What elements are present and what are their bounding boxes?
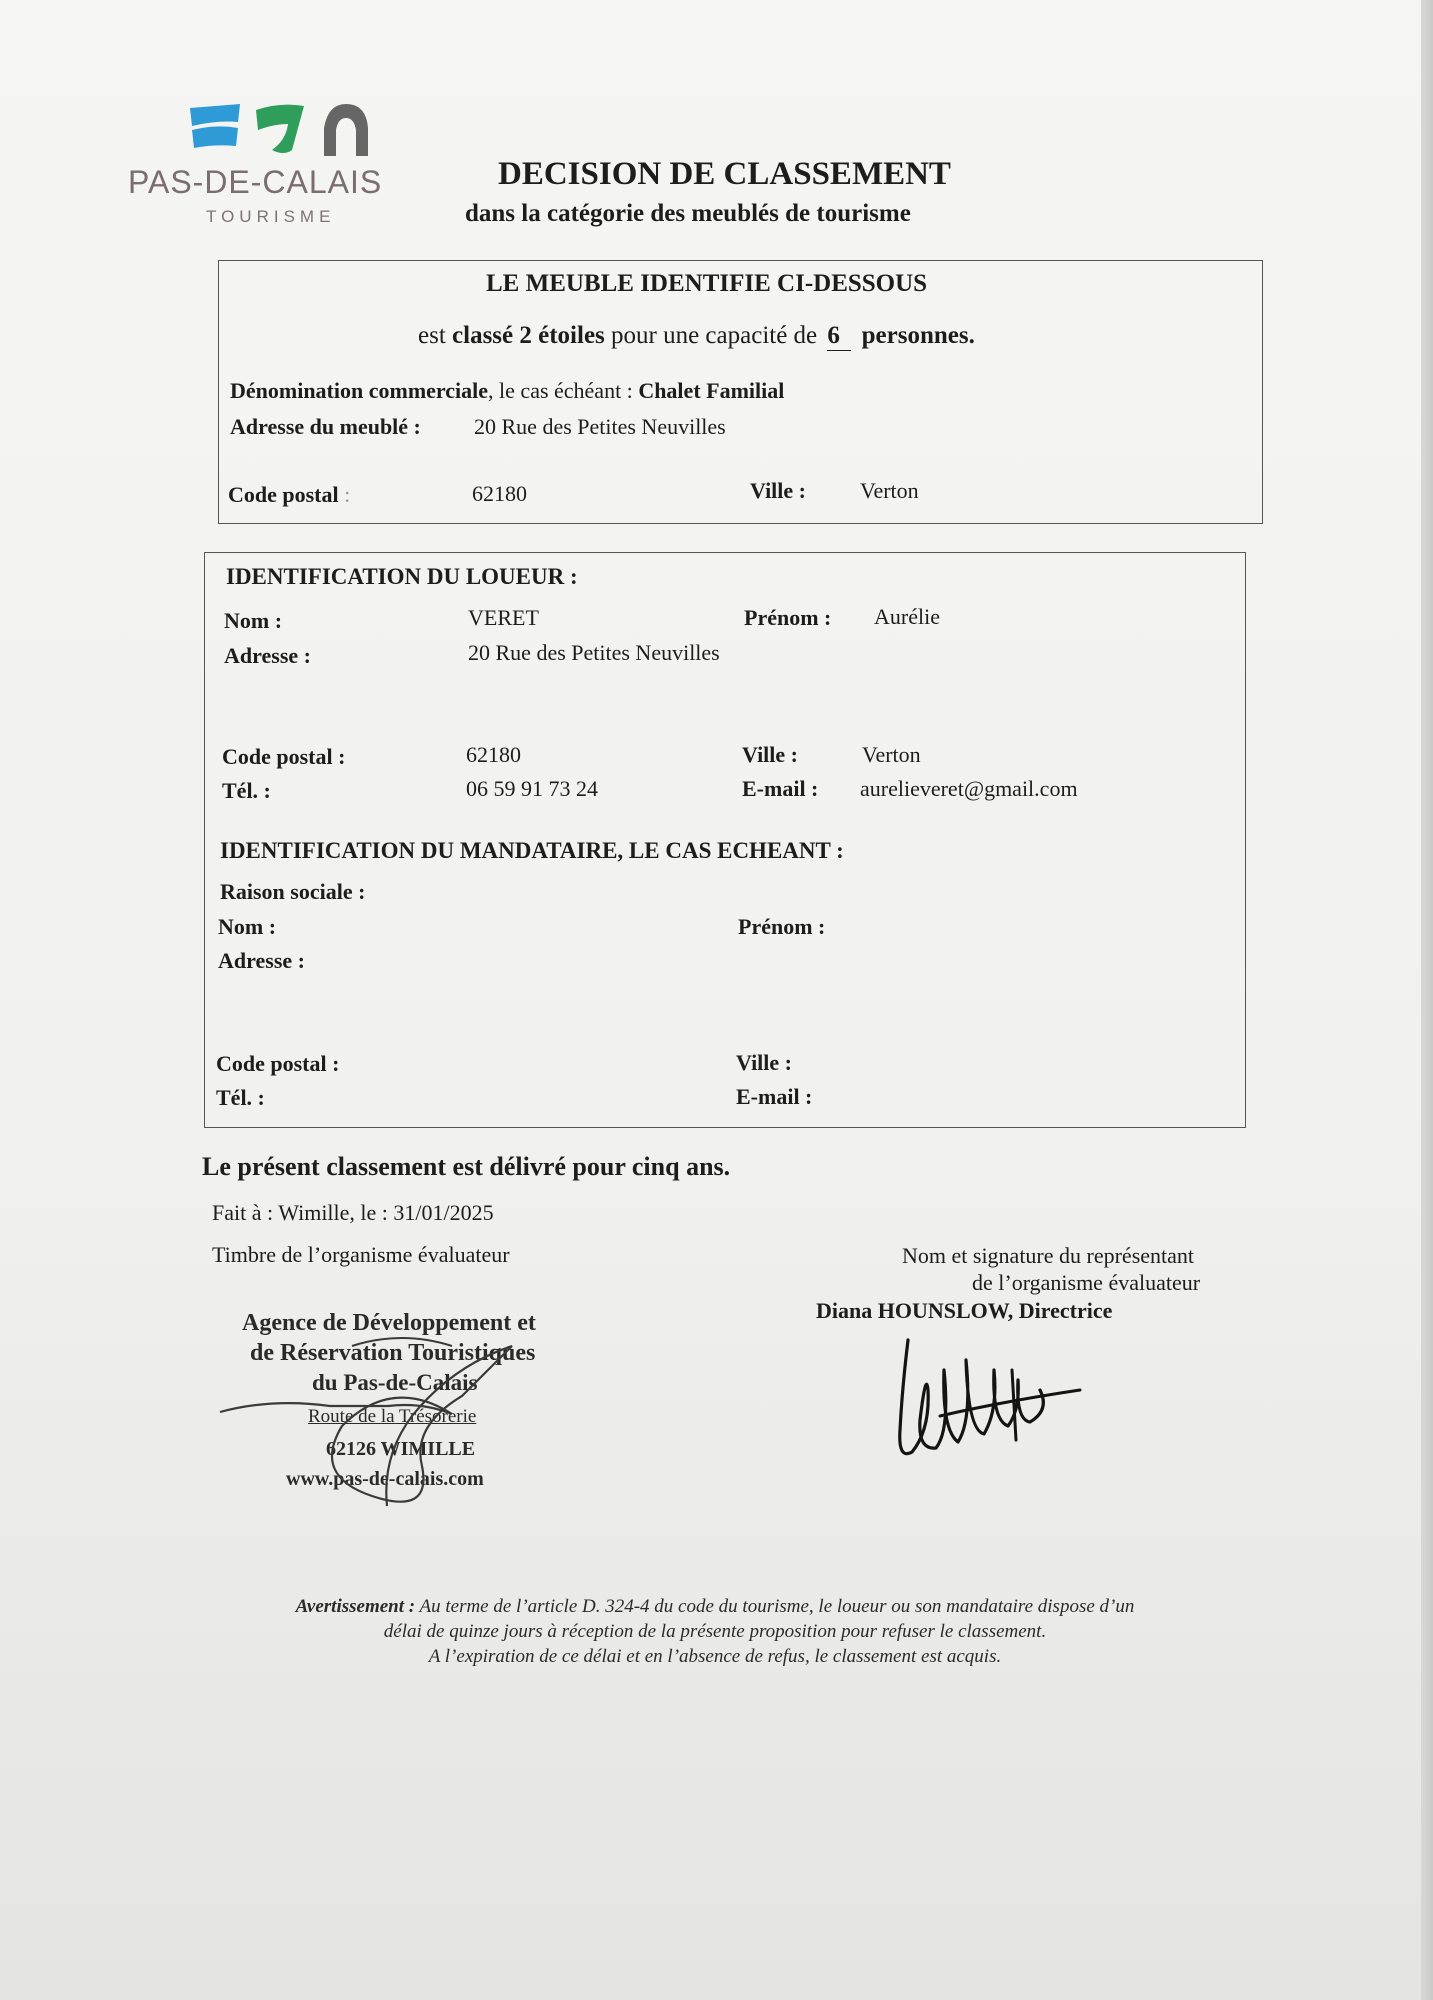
classification-line — [418, 322, 975, 351]
mandataire-email-label: E-mail : — [736, 1084, 813, 1109]
capacity-value: 6 — [827, 322, 851, 351]
mandataire-tel-label: Tél. : — [216, 1085, 265, 1110]
warning-text-1: Au terme de l’article D. 324-4 du code du tourisme, le loueur ou son mandataire dispose d’un — [419, 1596, 1135, 1617]
meuble-postal-colon: : — [344, 482, 351, 507]
logo-subtitle: TOURISME — [206, 207, 336, 226]
stamp-line-3: du Pas-de-Calais — [312, 1370, 478, 1395]
loueur-nom-value: VERET — [468, 605, 539, 630]
loueur-prenom-label: Prénom : — [744, 605, 832, 630]
classification-stars: classé 2 étoiles — [452, 322, 605, 349]
document-subtitle: dans la catégorie des meublés de tourisme — [465, 200, 911, 227]
meuble-address-label: Adresse du meublé : — [230, 414, 421, 439]
meuble-heading: LE MEUBLE IDENTIFIE CI-DESSOUS — [486, 270, 928, 297]
loueur-postal-label: Code postal : — [222, 744, 346, 769]
warning-line-2: délai de quinze jours à réception de la présente proposition pour refuser le classement. — [383, 1621, 1047, 1642]
classification-post: personnes. — [861, 322, 975, 349]
loueur-city-value: Verton — [862, 742, 921, 767]
classification-pre: est — [418, 322, 453, 349]
stamp-line-5: 62126 WIMILLE — [326, 1438, 476, 1460]
loueur-heading: IDENTIFICATION DU LOUEUR : — [226, 564, 578, 589]
loueur-postal-value: 62180 — [466, 742, 521, 767]
place-and-date: Fait à : Wimille, le : 31/01/2025 — [212, 1200, 494, 1225]
signature-caption-line1: Nom et signature du représentant — [902, 1243, 1195, 1268]
loueur-email-label: E-mail : — [742, 776, 819, 801]
loueur-address-label: Adresse : — [224, 643, 311, 668]
loueur-city-label: Ville : — [742, 742, 798, 767]
meuble-city-value: Verton — [860, 478, 919, 503]
logo-name: PAS-DE-CALAIS — [128, 164, 383, 200]
denomination-label: Dénomination commerciale — [230, 378, 489, 403]
mandataire-city-label: Ville : — [736, 1050, 792, 1075]
stamp-line-4: Route de la Trésorerie — [308, 1406, 477, 1427]
stamp-line-2: de Réservation Touristiques — [250, 1340, 536, 1366]
signature-caption-line2: de l’organisme évaluateur — [972, 1270, 1201, 1295]
denomination-line — [230, 378, 784, 404]
timbre-label: Timbre de l’organisme évaluateur — [212, 1242, 510, 1267]
meuble-postal-label: Code postal — [228, 482, 339, 507]
pas-de-calais-logo-icon — [188, 100, 378, 160]
signatory-name: Diana HOUNSLOW, Directrice — [816, 1298, 1113, 1323]
page-edge-shadow — [1421, 0, 1433, 2000]
warning-label: Avertissement : — [295, 1596, 416, 1617]
organisation-stamp — [222, 1306, 582, 1526]
loueur-nom-label: Nom : — [224, 608, 283, 633]
stamp-scribble-icon — [212, 1306, 592, 1526]
loueur-tel-label: Tél. : — [222, 778, 271, 803]
handwritten-signature-icon — [880, 1330, 1090, 1470]
mandataire-address-label: Adresse : — [218, 948, 305, 973]
meuble-postal-value: 62180 — [472, 481, 527, 506]
mandataire-prenom-label: Prénom : — [738, 914, 826, 939]
loueur-address-value: 20 Rue des Petites Neuvilles — [468, 640, 720, 665]
meuble-postal-label-line — [228, 482, 350, 508]
denomination-mid: , le cas échéant : — [488, 378, 639, 403]
validity-statement: Le présent classement est délivré pour cinq ans. — [202, 1152, 731, 1181]
loueur-email-value: aurelieveret@gmail.com — [860, 776, 1078, 801]
meuble-city-label: Ville : — [750, 478, 806, 503]
loueur-prenom-value: Aurélie — [874, 604, 940, 629]
loueur-tel-value: 06 59 91 73 24 — [466, 776, 598, 801]
stamp-line-1: Agence de Développement et — [242, 1310, 536, 1336]
mandataire-raison-label: Raison sociale : — [220, 879, 366, 904]
meuble-address-value: 20 Rue des Petites Neuvilles — [474, 414, 726, 439]
document-title: DECISION DE CLASSEMENT — [498, 156, 951, 192]
warning-line-1 — [150, 1596, 1280, 1618]
mandataire-heading: IDENTIFICATION DU MANDATAIRE, LE CAS ECHEANT : — [220, 838, 844, 863]
mandataire-nom-label: Nom : — [218, 914, 277, 939]
warning-line-3: A l’expiration de ce délai et en l’absence de refus, le classement est acquis. — [428, 1646, 1002, 1667]
classification-mid: pour une capacité de — [604, 322, 824, 349]
mandataire-postal-label: Code postal : — [216, 1051, 340, 1076]
stamp-line-6: www.pas-de-calais.com — [286, 1468, 484, 1490]
denomination-value: Chalet Familial — [638, 378, 785, 403]
